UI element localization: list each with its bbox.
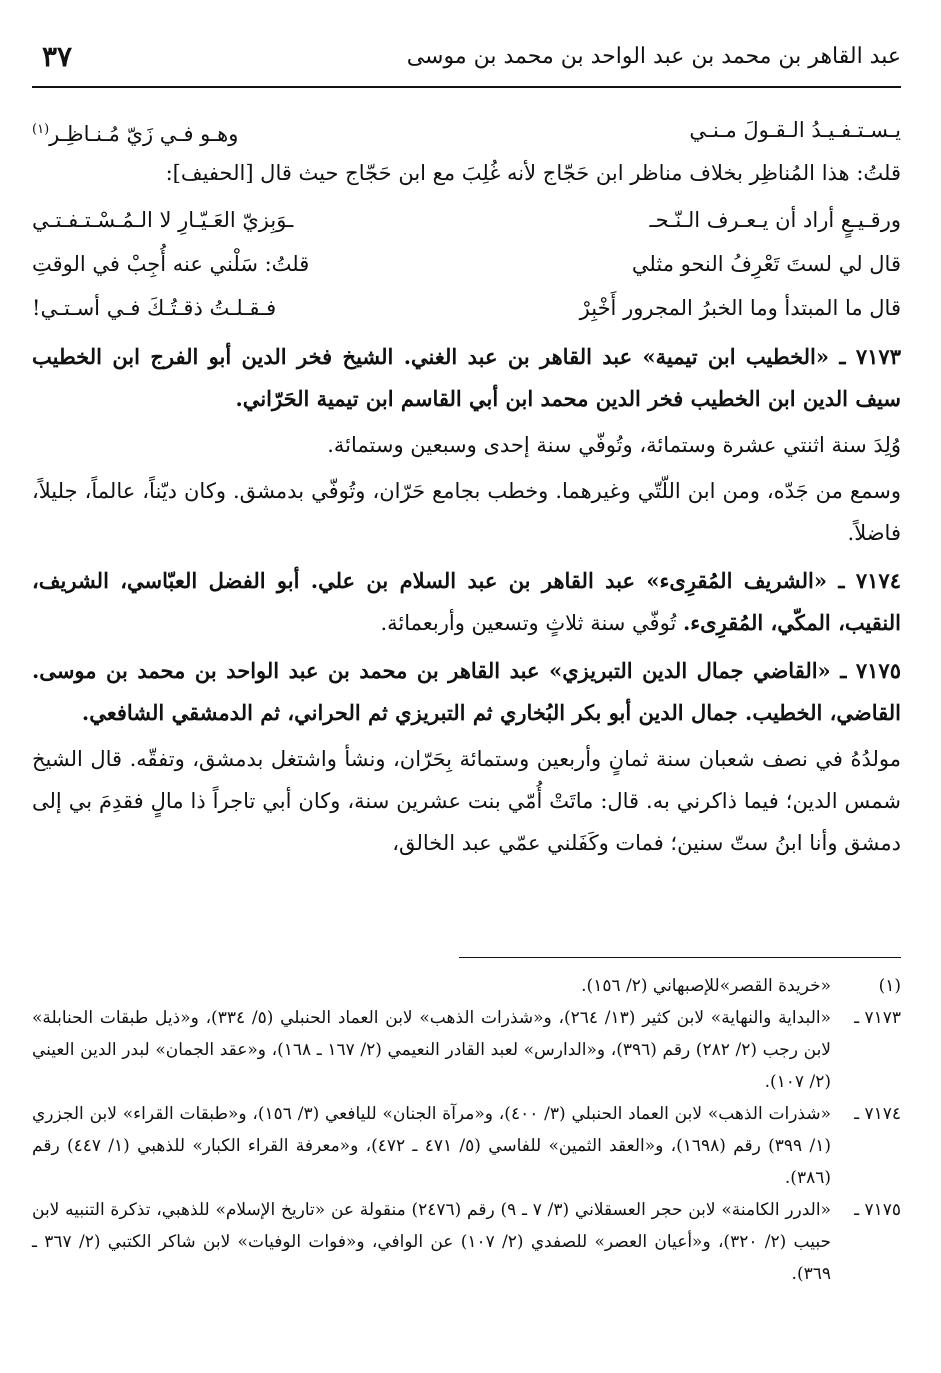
footnote-item	[32, 970, 901, 1002]
entry-heading: ٧١٧٥ ـ «القاضي جمال الدين التبريزي» عبد القاهر بن محمد بن عبد الواحد بن محمد بن موسى. القاضي، الخطيب. جمال الدين أبو بكر البُخاري ثم التبريزي ثم الحراني، ثم الدمشقي الشافعي.	[32, 658, 901, 725]
footnote-text: «الدرر الكامنة» لابن حجر العسقلاني (٣/ ٧ ـ ٩) رقم (٢٤٧٦) منقولة عن «تاريخ الإسلام» للذهبي، تذكرة التنبيه لابن حبيب (٢/ ٣٢٠)، و«أعيان العصر» للصفدي (٢/ ١٠٧) عن الوافي، و«فوات الوفيات» لابن شاكر الكتبي (٢/ ٣٦٧ ـ ٣٦٩).	[32, 1200, 831, 1284]
page-body	[32, 108, 901, 868]
verse-text: وهـو فـي زَيّ مُـنـاظِـر	[49, 122, 239, 146]
entry-paragraph: مولدُهُ في نصف شعبان سنة ثمانٍ وأربعين وستمائة بِحَرّان، ونشأ واشتغل بدمشق، وتفقّه. قال الشيخ شمس الدين؛ فيما ذاكرني به. قال: ماتَتْ أُمّي بنت عشرين سنة، وكان أبي تاجراً ذا مالٍ فقدِمَ بي إلى دمشق وأنا ابنُ ستّ سنين؛ فمات وكَفَلني عمّي عبد الخالق،	[32, 747, 901, 855]
footnote-text: «شذرات الذهب» لابن العماد الحنبلي (٣/ ٤٠٠)، و«مرآة الجنان» لليافعي (٣/ ١٥٦)، و«طبقات القراء» لابن الجزري (١/ ٣٩٩) رقم (١٦٩٨)، و«العقد الثمين» للفاسي (٥/ ٤٧١ ـ ٤٧٢)، و«معرفة القراء الكبار» للذهبي (١/ ٤٤٧) رقم (٣٨٦).	[32, 1104, 832, 1188]
entry-paragraph: وسمع من جَدّه، ومن ابن اللّتّي وغيرهما. وخطب بجامع حَرّان، وتُوفّي بدمشق. وكان ديّناً، عالماً، جليلاً، فاضلاً.	[32, 479, 901, 545]
poem-second-hemistich: قلتُ: سَلْني عنه أُجِبْ في الوقتِ	[32, 252, 310, 276]
biography-entry-7175	[32, 650, 901, 864]
poem-first-hemistich: قال لي لستَ تَعْرِفُ النحو مثلي	[631, 252, 901, 276]
page-header	[32, 40, 901, 84]
footnote-divider	[459, 957, 901, 958]
footnote-item	[32, 1098, 901, 1194]
running-title: عبد القاهر بن محمد بن عبد الواحد بن محمد بن موسى	[406, 44, 901, 69]
verse-line	[32, 108, 901, 152]
biography-entry-7173	[32, 336, 901, 554]
poem-second-hemistich: فـقـلـتُ ذقـتُـكَ فـي أسـتـي!	[32, 296, 277, 320]
verse-text: يـسـتـفـيـدُ الـقـولَ مـنـي	[689, 118, 901, 142]
footnote-marker: (١)	[32, 122, 50, 137]
poem-line	[32, 286, 901, 330]
verse-second-hemistich	[32, 108, 440, 152]
poem-second-hemistich: ـوَبِزيّ العَـيّـارِ لا الـمُـسْـتـفـتـي	[32, 208, 294, 232]
verse-first-hemistich	[493, 108, 901, 152]
poem-first-hemistich: ورقـيـعٍ أراد أن يـعـرف الـنّـحـ	[649, 208, 901, 232]
footnote-number: ٧١٧٤ ـ	[854, 1104, 901, 1124]
entry-heading-paragraph	[32, 560, 901, 644]
poem-line	[32, 242, 901, 286]
footnote-number: (١)	[878, 976, 901, 996]
footnotes	[32, 970, 901, 1290]
footnote-item	[32, 1002, 901, 1098]
entry-paragraph: وُلِدَ سنة اثنتي عشرة وستمائة، وتُوفّي سنة إحدى وسبعين وستمائة.	[327, 433, 901, 457]
biography-entry-7174	[32, 560, 901, 644]
entry-tail: تُوفّي سنة ثلاثٍ وتسعين وأربعمائة.	[380, 611, 677, 635]
header-divider	[32, 86, 901, 88]
footnote-text: «البداية والنهاية» لابن كثير (١٣/ ٢٦٤)، و«شذرات الذهب» لابن العماد الحنبلي (٥/ ٣٣٤)، و«ذيل طبقات الحنابلة» لابن رجب (٢/ ٢٨٢) رقم (٣٩٦)، و«الدارس» لعبد القادر النعيمي (٢/ ١٦٧ ـ ١٦٨)، و«عقد الجمان» لبدر الدين العيني (٢/ ١٠٧).	[32, 1008, 832, 1092]
footnote-item	[32, 1194, 901, 1290]
footnote-text: «خريدة القصر»للإصبهاني (٢/ ١٥٦).	[581, 976, 831, 996]
page-number: ٣٧	[42, 40, 73, 73]
commentary-paragraph	[32, 152, 901, 194]
commentary-text: هذا المُناظِر بخلاف مناظر ابن حَجّاج لأنه غُلِبَ مع ابن حَجّاج حيث قال [الحفيف]:	[165, 161, 850, 185]
poem-line	[32, 198, 901, 242]
entry-heading: ٧١٧٣ ـ «الخطيب ابن تيمية» عبد القاهر بن عبد الغني. الشيخ فخر الدين أبو الفرج ابن الخطيب سيف الدين ابن الخطيب فخر الدين محمد ابن أبي القاسم ابن تيمية الحَرّاني.	[32, 344, 901, 411]
footnote-number: ٧١٧٥ ـ	[854, 1200, 901, 1220]
footnote-number: ٧١٧٣ ـ	[854, 1008, 901, 1028]
commentary-lead: قلتُ:	[856, 161, 901, 185]
entry-heading: ٧١٧٤ ـ «الشريف المُقرِىء» عبد القاهر بن عبد السلام بن علي. أبو الفضل العبّاسي، الشريف، النقيب، المكّي، المُقرِىء.	[32, 568, 901, 635]
poem-first-hemistich: قال ما المبتدأ وما الخبرُ المجرور أَخْبِرْ	[579, 296, 901, 320]
